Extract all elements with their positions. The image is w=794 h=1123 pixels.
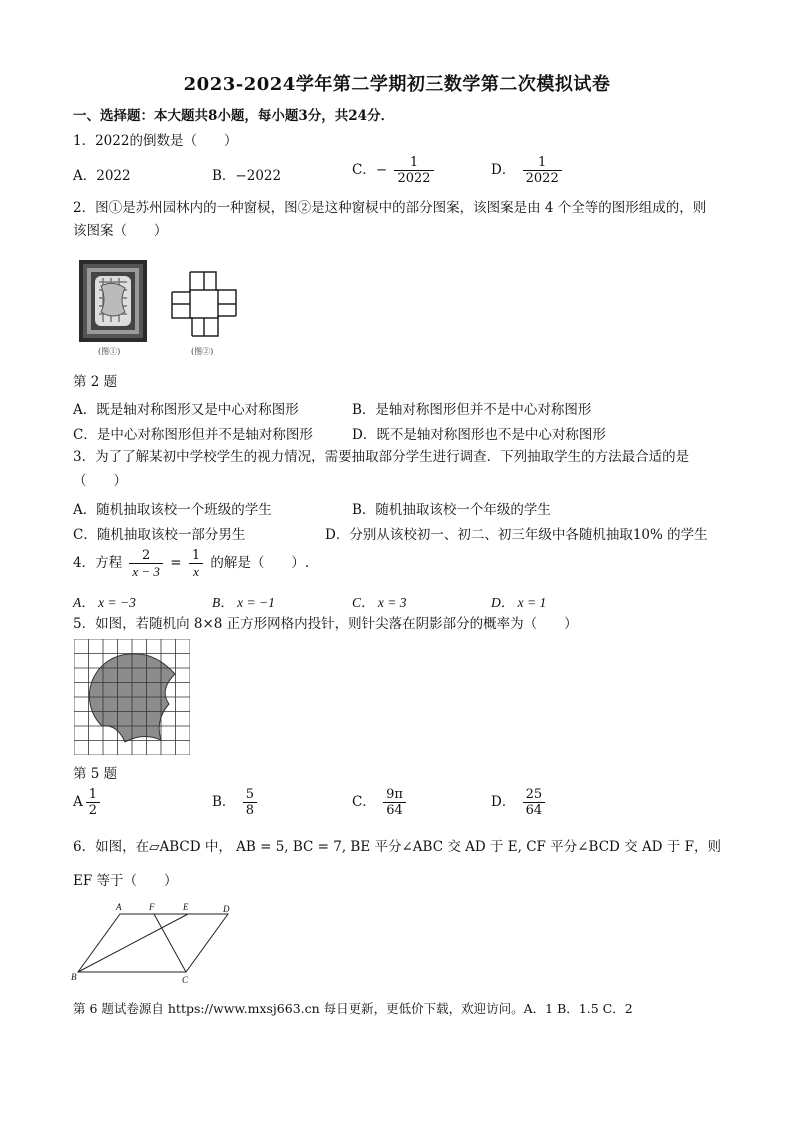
q6-stem-line1: 6．如图，在▱ABCD 中， AB = 5, BC = 7, BE 平分∠ABC 交 AD 于 E, CF 平分∠BCD 交 AD 于 F，则 <box>73 839 721 855</box>
fraction-denominator: 2022 <box>523 170 562 186</box>
fraction-denominator: 2022 <box>394 170 433 186</box>
q5-option-d-fraction <box>523 787 546 818</box>
fraction-denominator: 64 <box>523 802 546 818</box>
q1-option-d-prefix: D． <box>491 162 516 178</box>
fraction-numerator: 2 <box>142 548 151 563</box>
window-lattice-photo <box>79 260 147 342</box>
q3-stem-line2: （ ） <box>73 473 127 489</box>
fraction-numerator: 5 <box>245 787 254 802</box>
q1-option-a[interactable]: A．2022 <box>73 168 131 184</box>
fraction-numerator: 1 <box>409 155 419 170</box>
fraction-numerator: 1 <box>191 548 201 563</box>
q1-option-c[interactable] <box>352 155 437 186</box>
label-a: A <box>116 902 122 912</box>
q4-option-a[interactable]: A． x = −3 <box>73 595 136 610</box>
q5-caption: 第 5 题 <box>73 766 118 782</box>
q2-stem-line2: 该图案（ ） <box>73 223 168 239</box>
fraction-numerator: 9π <box>386 787 403 802</box>
q3-option-c[interactable]: C．随机抽取该校一部分男生 <box>73 527 246 543</box>
q5-option-b-prefix: B． <box>212 794 236 810</box>
grid-probability-figure <box>73 638 191 756</box>
q1-option-d-fraction <box>523 155 562 186</box>
q3-option-b[interactable]: B．随机抽取该校一个年级的学生 <box>352 502 551 518</box>
fraction-denominator: 64 <box>383 802 406 818</box>
label-f: F <box>149 902 155 912</box>
q5-stem: 5．如图，若随机向 8×8 正方形网格内投针，则针尖落在阴影部分的概率为（ ） <box>73 616 578 632</box>
lattice-pattern-figure <box>170 270 238 338</box>
q5-option-a-fraction <box>86 787 100 818</box>
fig1-label: (图①) <box>98 347 121 356</box>
q6-caption-and-options: 第 6 题试卷源自 https://www.mxsj663.cn 每日更新，更低价下载，欢迎访问。A．1 B．1.5 C．2 <box>73 1001 633 1016</box>
q3-option-d[interactable]: D．分别从该校初一、初二、初三年级中各随机抽取10% 的学生 <box>325 527 708 543</box>
q2-option-c[interactable]: C．是中心对称图形但并不是轴对称图形 <box>73 427 313 443</box>
q1-option-c-prefix: C．− <box>352 162 388 178</box>
fraction-numerator: 25 <box>525 787 543 802</box>
page-title: 2023-2024学年第二学期初三数学第二次模拟试卷 <box>183 74 611 95</box>
q5-option-a-prefix: A <box>73 794 83 810</box>
fraction-numerator: 1 <box>538 155 547 170</box>
q6-stem-line2: EF 等于（ ） <box>73 873 178 889</box>
q1-option-c-fraction <box>394 155 433 186</box>
section-heading: 一、选择题：本大题共8小题，每小题3分，共24分． <box>73 108 395 124</box>
q5-option-c[interactable] <box>352 787 409 818</box>
q5-option-b[interactable] <box>212 787 260 818</box>
q3-option-a[interactable]: A．随机抽取该校一个班级的学生 <box>73 502 272 518</box>
q5-option-b-fraction <box>243 787 257 818</box>
q5-option-d-prefix: D． <box>491 794 516 810</box>
q2-stem-line1: 2．图①是苏州园林内的一种窗棂，图②是这种窗棂中的部分图案，该图案是由 4 个全等的图形组成的，则 <box>73 200 707 216</box>
q5-option-c-prefix: C． <box>352 794 376 810</box>
q2-option-a[interactable]: A．既是轴对称图形又是中心对称图形 <box>73 402 299 418</box>
q2-option-b[interactable]: B．是轴对称图形但并不是中心对称图形 <box>352 402 592 418</box>
q5-option-d[interactable] <box>491 787 548 818</box>
fraction-denominator: 2 <box>86 802 100 818</box>
q3-stem-line1: 3．为了了解某初中学校学生的视力情况，需要抽取部分学生进行调查．下列抽取学生的方法最合适的是 <box>73 449 690 465</box>
label-b: B <box>71 972 77 982</box>
fraction-denominator: x − 3 <box>129 563 163 579</box>
q4-stem-prefix: 4．方程 <box>73 555 123 571</box>
q4-stem <box>73 546 309 580</box>
label-d: D <box>223 904 230 914</box>
q1-option-b[interactable]: B．−2022 <box>212 168 282 184</box>
q1-stem: 1．2022的倒数是（ ） <box>73 133 238 149</box>
fig2-label: (图②) <box>191 347 214 356</box>
fraction-numerator: 1 <box>88 787 98 802</box>
q4-equals: = <box>170 555 182 571</box>
q4-stem-suffix: 的解是（ ）. <box>210 555 310 571</box>
fraction-denominator: x <box>189 563 203 579</box>
parallelogram-abcd <box>78 914 228 972</box>
q4-fraction-left <box>129 548 163 579</box>
q5-option-c-fraction <box>383 787 406 818</box>
q4-option-c[interactable]: C． x = 3 <box>352 595 407 610</box>
label-e: E <box>183 902 189 912</box>
parallelogram-figure <box>68 900 238 986</box>
segment-cf <box>154 914 186 972</box>
fraction-denominator: 8 <box>243 802 257 818</box>
q4-option-b[interactable]: B． x = −1 <box>212 595 275 610</box>
q2-caption: 第 2 题 <box>73 374 118 390</box>
q4-fraction-right <box>189 548 203 579</box>
segment-be <box>78 914 188 972</box>
label-c: C <box>182 975 189 985</box>
q5-option-a[interactable] <box>73 787 103 818</box>
q4-option-d[interactable]: D． x = 1 <box>491 595 547 610</box>
q1-option-d[interactable] <box>491 155 565 186</box>
q2-option-d[interactable]: D．既不是轴对称图形也不是中心对称图形 <box>352 427 606 443</box>
